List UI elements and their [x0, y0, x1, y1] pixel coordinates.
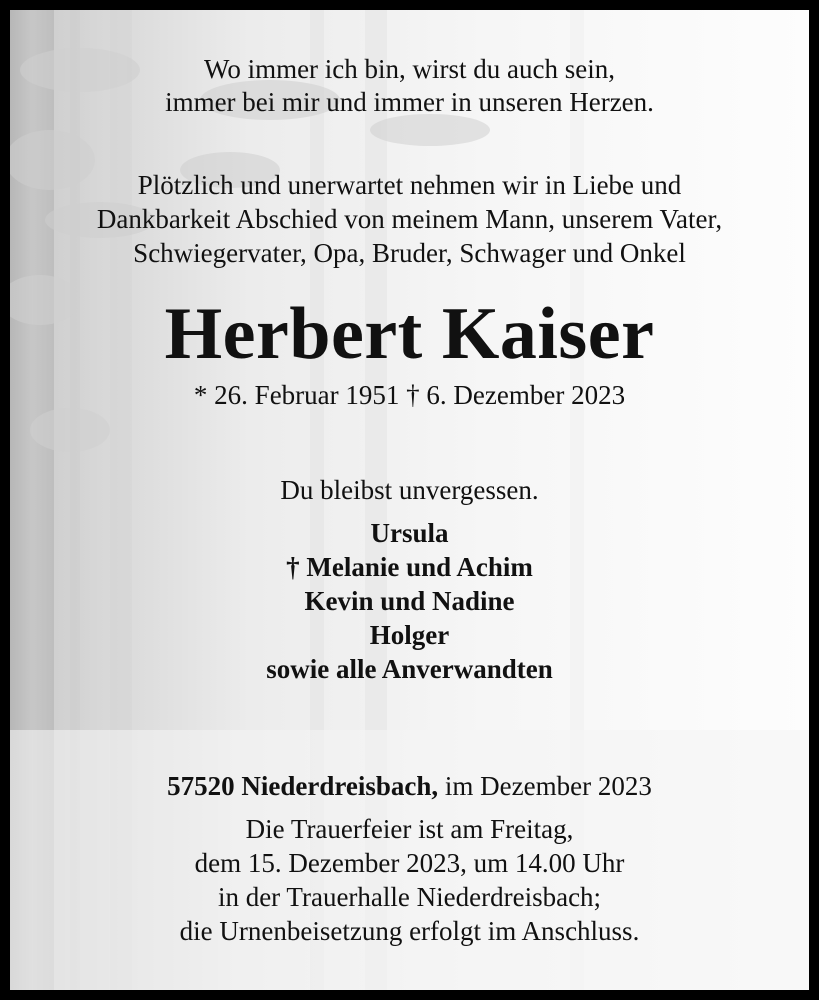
service-line-3: in der Trauerhalle Niederdreisbach; [217, 882, 602, 912]
intro-line-2: Dankbarkeit Abschied von meinem Mann, unserem Vater, [96, 204, 723, 234]
motto-line-1: Wo immer ich bin, wirst du auch sein, [204, 54, 615, 84]
place-date-line [10, 771, 809, 802]
service-line-2: dem 15. Dezember 2023, um 14.00 Uhr [194, 848, 625, 878]
intro-line-1: Plötzlich und unerwartet nehmen wir in Liebe und [137, 170, 682, 200]
mourner-name: Kevin und Nadine [304, 586, 515, 616]
mourner-name: Holger [369, 620, 450, 650]
mourner-name: Ursula [370, 518, 449, 548]
remembrance-text: Du bleibst unvergessen. [280, 475, 539, 505]
mourner-name: sowie alle Anverwandten [266, 654, 553, 684]
deceased-name: Herbert Kaiser [164, 293, 655, 375]
service-line-1: Die Trauerfeier ist am Freitag, [245, 814, 574, 844]
motto-line-2: immer bei mir und immer in unseren Herzen. [165, 87, 654, 117]
life-dates: * 26. Februar 1951 † 6. Dezember 2023 [193, 380, 626, 410]
mourner-name: † Melanie und Achim [286, 552, 533, 582]
service-line-4: die Urnenbeisetzung erfolgt im Anschluss. [179, 916, 640, 946]
place-text: 57520 Niederdreisbach, [167, 771, 439, 801]
date-text: im Dezember 2023 [438, 771, 652, 801]
intro-line-3: Schwiegervater, Opa, Bruder, Schwager und Onkel [133, 238, 686, 268]
